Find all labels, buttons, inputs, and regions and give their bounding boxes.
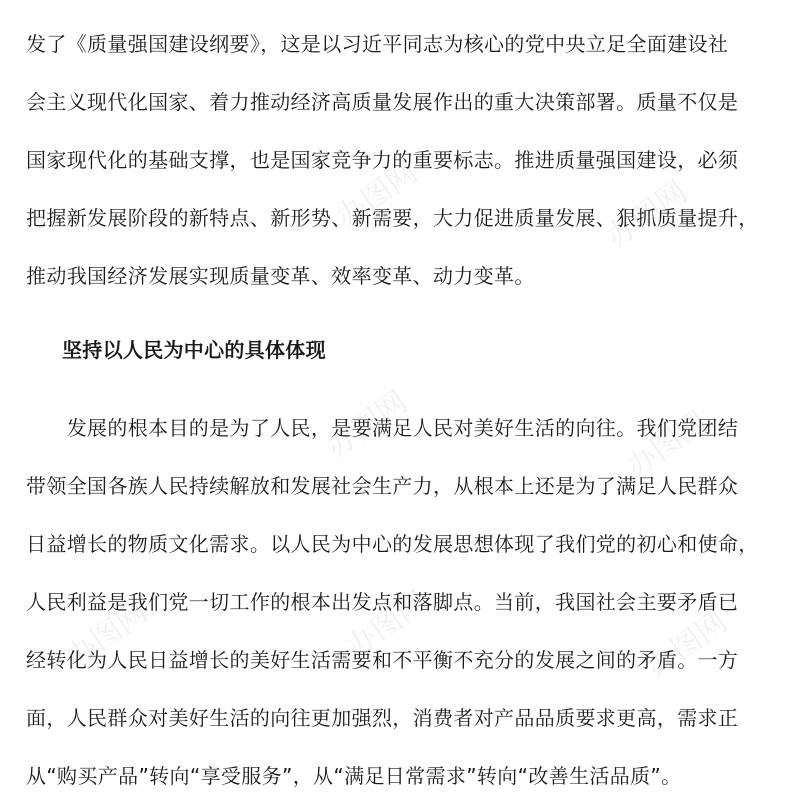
watermark: 办图网 bbox=[330, 154, 424, 236]
paragraph-line: 从“购买产品”转向“享受服务”，从“满足日常需求”转向“改善生活品质”。 bbox=[26, 764, 682, 788]
watermark: 办图网 bbox=[320, 384, 414, 466]
paragraph-line: 发了《质量强国建设纲要》，这是以习近平同志为核心的党中央立足全面建设社 bbox=[26, 32, 729, 56]
paragraph-line: 推动我国经济发展实现质量变革、效率变革、动力变革。 bbox=[26, 264, 535, 288]
watermark: 办图网 bbox=[340, 584, 434, 666]
watermark: 办图网 bbox=[620, 404, 714, 486]
paragraph-line: 经转化为人民日益增长的美好生活需要和不平衡不充分的发展之间的矛盾。一方 bbox=[26, 648, 739, 672]
watermark: 办图网 bbox=[640, 604, 734, 686]
paragraph-line: 带领全国各族人民持续解放和发展社会生产力，从根本上还是为了满足人民群众 bbox=[26, 474, 739, 498]
paragraph-line: 国家现代化的基础支撑，也是国家竞争力的重要标志。推进质量强国建设，必须 bbox=[26, 148, 739, 172]
section-heading: 坚持以人民为中心的具体体现 bbox=[62, 338, 326, 362]
paragraph-line: 人民利益是我们党一切工作的根本出发点和落脚点。当前，我国社会主要矛盾已 bbox=[26, 590, 739, 614]
watermark: 办图网 bbox=[600, 174, 694, 256]
paragraph-line: 面，人民群众对美好生活的向往更加强烈，消费者对产品品质要求更高，需求正 bbox=[26, 706, 739, 730]
paragraph-line: 日益增长的物质文化需求。以人民为中心的发展思想体现了我们党的初心和使命， bbox=[26, 532, 759, 556]
watermark: 办图网 bbox=[60, 594, 154, 676]
paragraph-line: 把握新发展阶段的新特点、新形势、新需要，大力促进质量发展、狠抓质量提升， bbox=[26, 206, 759, 230]
paragraph-line: 发展的根本目的是为了人民，是要满足人民对美好生活的向往。我们党团结 bbox=[26, 416, 739, 440]
paragraph-line: 会主义现代化国家、着力推动经济高质量发展作出的重大决策部署。质量不仅是 bbox=[26, 90, 739, 114]
